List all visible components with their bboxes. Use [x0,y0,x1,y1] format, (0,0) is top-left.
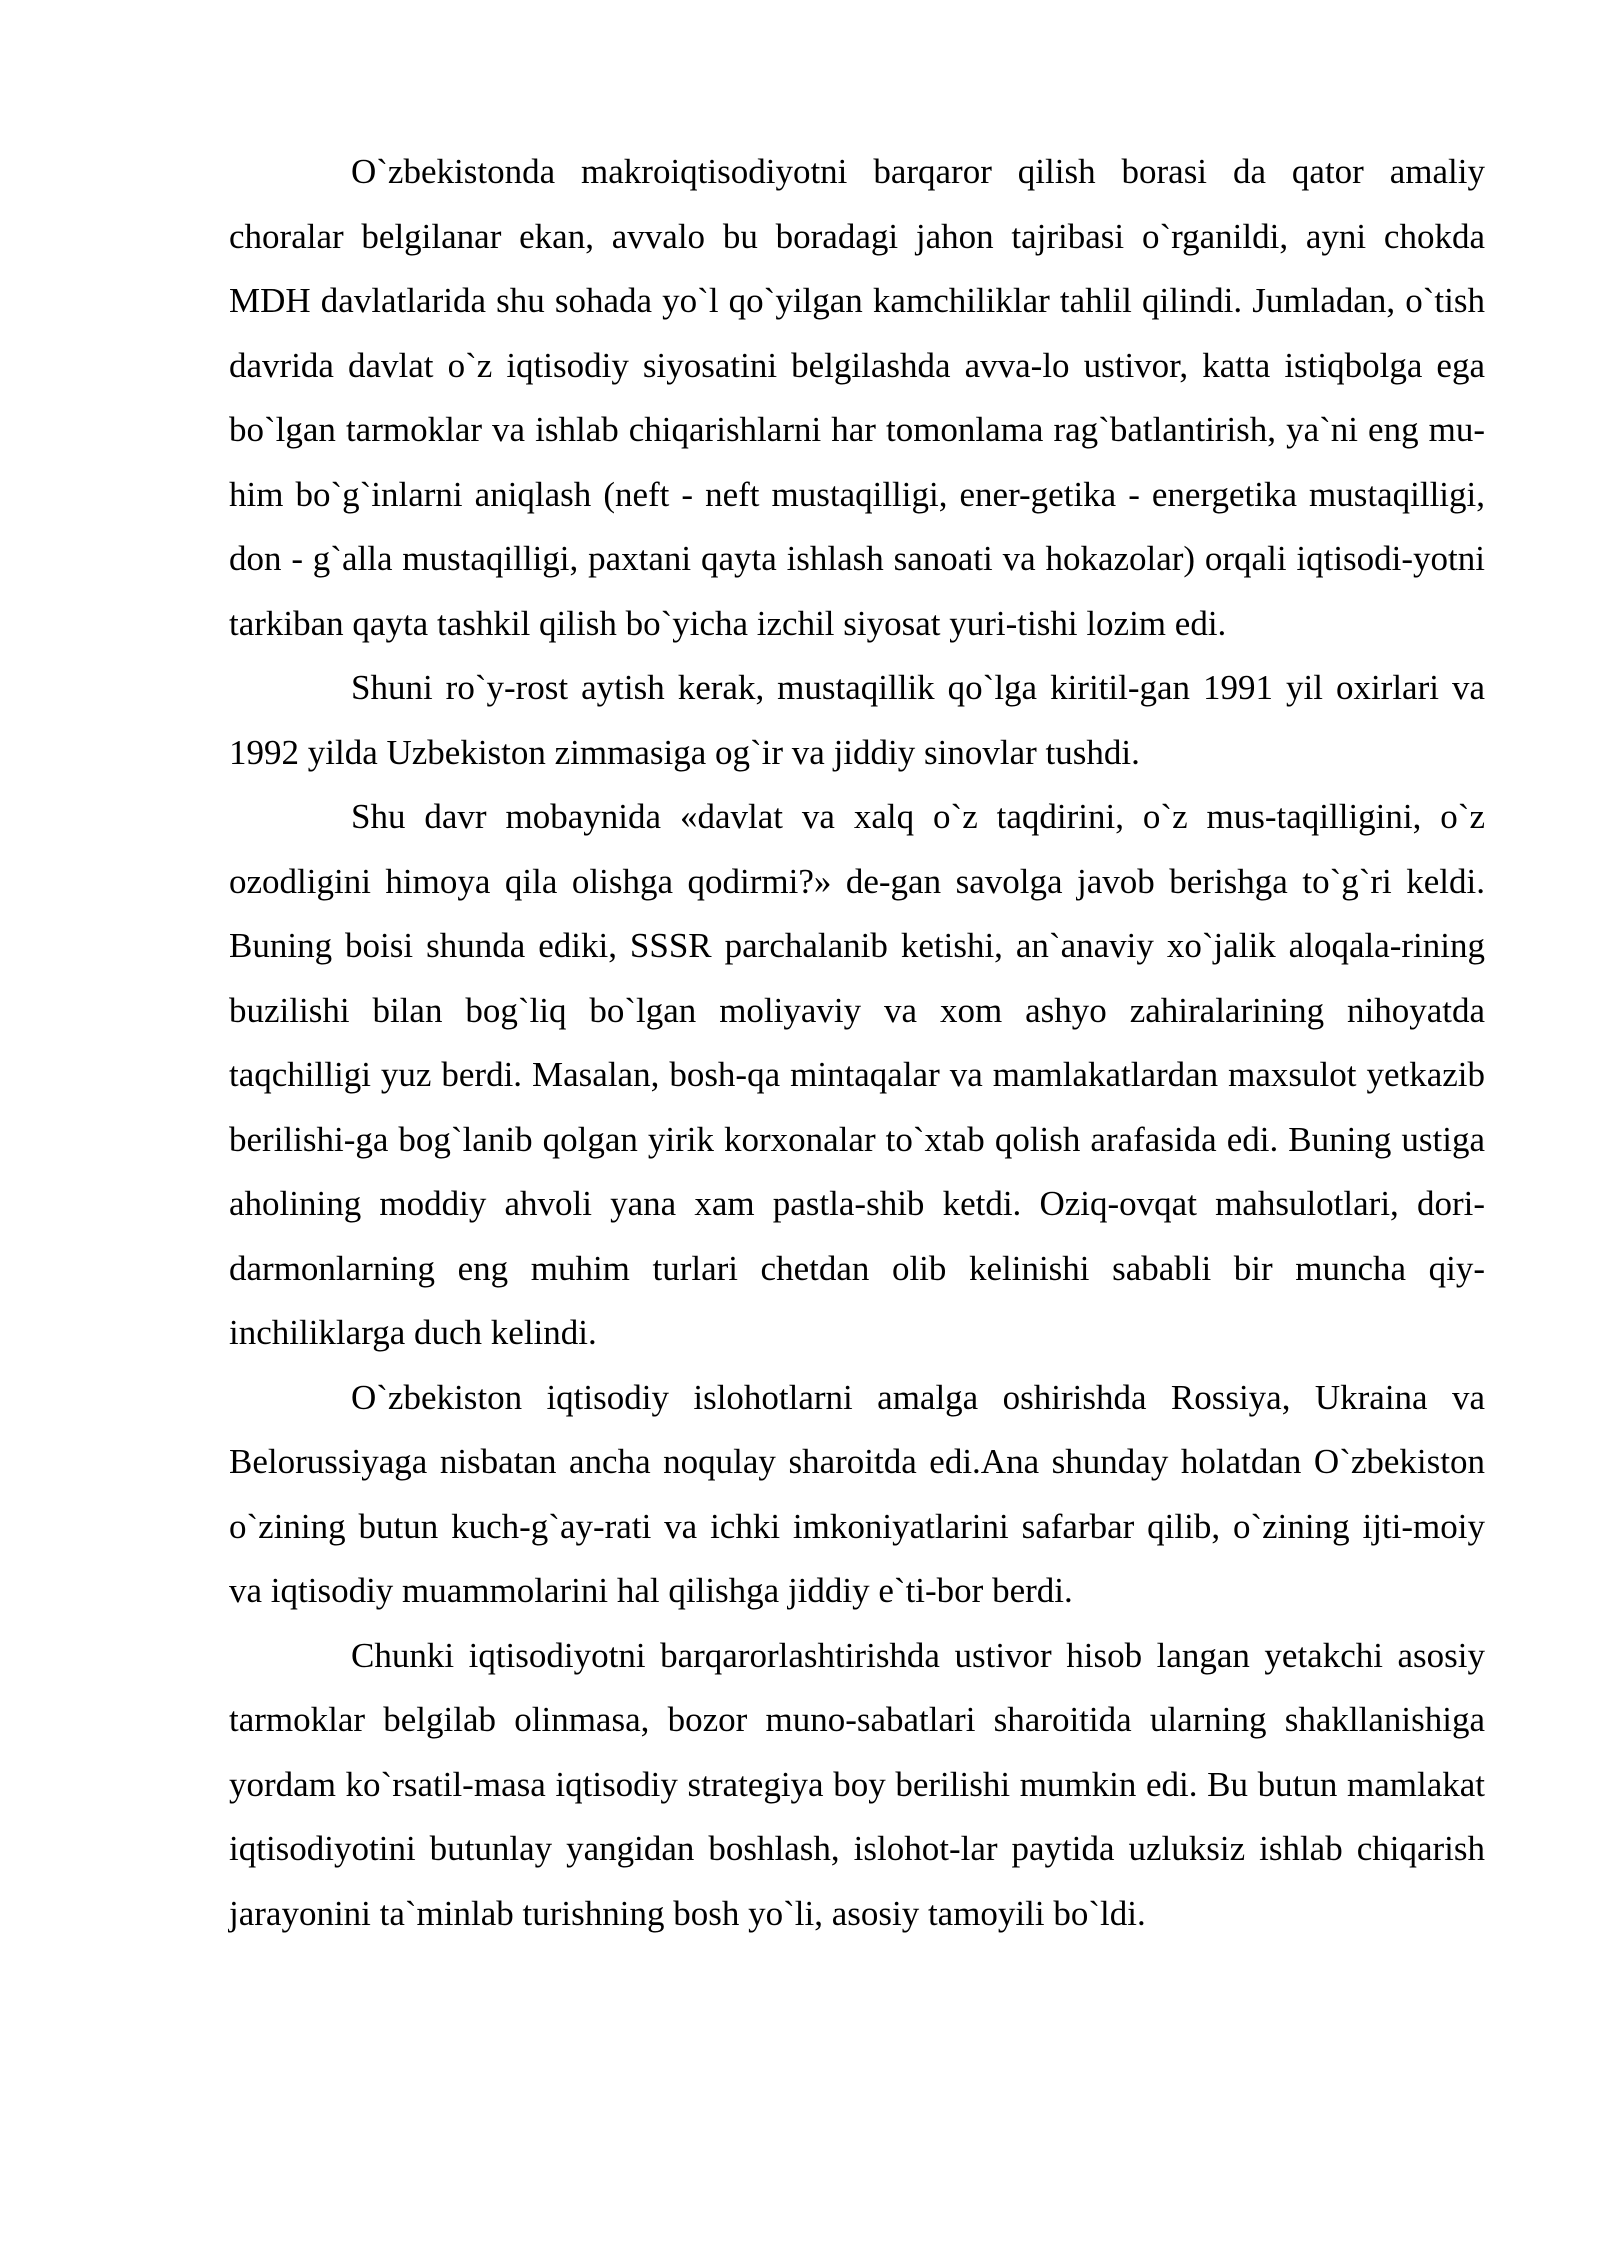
paragraph: O`zbekistonda makroiqtisodiyotni barqaror qilish borasi da qator amaliy choralar belgilanar ekan, avvalo bu boradagi jahon tajribasi o`rganildi, ayni chokda MDH davlatlarida shu sohada yo`l qo`yilgan kamchiliklar tahlil qilindi. Jumladan, o`tish davrida davlat o`z iqtisodiy siyosatini belgilashda avva-lo ustivor, katta istiqbolga ega bo`lgan tarmoklar va ishlab chiqarishlarni har tomonlama rag`batlantirish, ya`ni eng mu-him bo`g`inlarni aniqlash (neft - neft mustaqilligi, ener-getika - energetika mustaqilligi, don - g`alla mustaqilligi, paxtani qayta ishlash sanoati va hokazolar) orqali iqtisodi-yotni tarkiban qayta tashkil qilish bo`yicha izchil siyosat yuri-tishi lozim edi. [229,152,1485,643]
paragraph: Chunki iqtisodiyotni barqarorlashtirishda ustivor hisob langan yetakchi asosiy tarmoklar belgilab olinmasa, bozor muno-sabatlari sharoitida ularning shakllanishiga yordam ko`rsatil-masa iqtisodiy strategiya boy berilishi mumkin edi. Bu butun mamlakat iqtisodiyotini butunlay yangidan boshlash, islohot-lar paytida uzluksiz ishlab chiqarish jarayonini ta`minlab turishning bosh yo`li, asosiy tamoyili bo`ldi. [229,1635,1485,1933]
paragraph: O`zbekiston iqtisodiy islohotlarni amalga oshirishda Rossiya, Ukraina va Belorussiyaga nisbatan ancha noqulay sharoitda edi.Ana shunday holatdan O`zbekiston o`zining butun kuch-g`ay-rati va ichki imkoniyatlarini safarbar qilib, o`zining ijti-moiy va iqtisodiy muammolarini hal qilishga jiddiy e`ti-bor berdi. [229,1377,1485,1610]
document-body [229,140,1485,1946]
paragraph: Shu davr mobaynida «davlat va xalq o`z taqdirini, o`z mus-taqilligini, o`z ozodligini himoya qila olishga qodirmi?» de-gan savolga javob berishga to`g`ri keldi. Buning boisi shunda ediki, SSSR parchalanib ketishi, an`anaviy xo`jalik aloqala-rining buzilishi bilan bog`liq bo`lgan moliyaviy va xom ashyo zahiralarining nihoyatda taqchilligi yuz berdi. Masalan, bosh-qa mintaqalar va mamlakatlardan maxsulot yetkazib berilishi-ga bog`lanib qolgan yirik korxonalar to`xtab qolish arafasida edi. Buning ustiga aholining moddiy ahvoli yana xam pastla-shib ketdi. Oziq-ovqat mahsulotlari, dori-darmonlarning eng muhim turlari chetdan olib kelinishi sababli bir muncha qiy-inchiliklarga duch kelindi. [229,797,1485,1352]
paragraph: Shuni ro`y-rost aytish kerak, mustaqillik qo`lga kiritil-gan 1991 yil oxirlari va 1992 yilda Uzbekiston zimmasiga og`ir va jiddiy sinovlar tushdi. [229,668,1485,772]
